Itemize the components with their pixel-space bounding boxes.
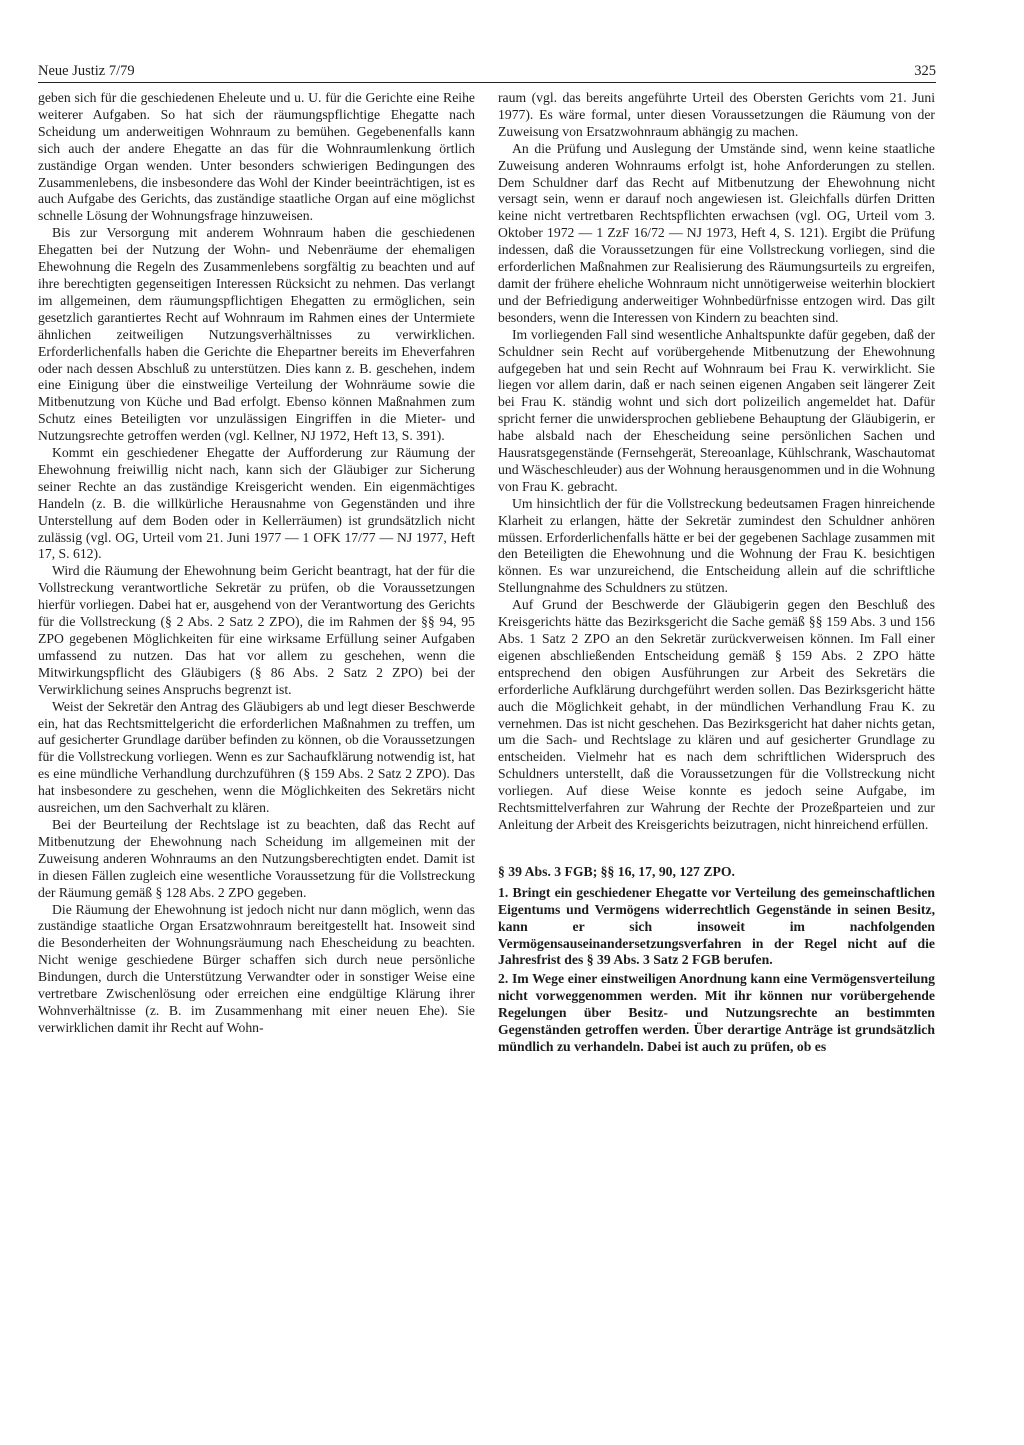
law-citation-heading: § 39 Abs. 3 FGB; §§ 16, 17, 90, 127 ZPO.	[498, 863, 735, 879]
paragraph: Kommt ein geschiedener Ehegatte der Aufforderung zur Räumung der Ehewohnung freiwillig nicht nach, kann sich der Gläubiger zur Sicherung seiner Rechte an das zuständige Kreisgericht wenden. Ein eigenmächtiges Handeln (z. B. die willkürliche Herausnahme von Gegenständen und ihre Unterstellung auf dem Boden oder in Kellerräumen) ist grundsätzlich nicht zulässig (vgl. OG, Urteil vom 21. Juni 1977 — 1 OFK 17/77 — NJ 1977, Heft 17, S. 612).	[38, 445, 475, 562]
leitsatz-2: 2. Im Wege einer einstweiligen Anordnung kann eine Vermögensverteilung nicht vorweggenommen werden. Mit ihr können nur vorübergehende Regelungen über Besitz- und Nutzungsrechte an bestimmten Gegenständen getroffen werden. Über derartige Anträge ist grundsätzlich mündlich zu verhandeln. Dabei ist auch zu prüfen, ob es	[498, 971, 935, 1054]
paragraph: An die Prüfung und Auslegung der Umstände sind, wenn keine staatliche Zuweisung anderen Wohnraums erfolgt ist, hohe Anforderungen zu stellen. Dem Schuldner darf das Recht auf Mitbenutzung der Ehewohnung nicht versagt sein, wenn er darauf noch angewiesen ist. Gleichfalls dürfen Dritten keine nicht vertretbaren Rechtspflichten erwachsen (vgl. OG, Urteil vom 3. Oktober 1972 — 1 ZzF 16/72 — NJ 1973, Heft 4, S. 121). Ergibt die Prüfung indessen, daß die Voraussetzungen für eine Vollstreckung vorliegen, sind die erforderlichen Maßnahmen zur Realisierung des Räumungsurteils zu ergreifen, damit der frühere eheliche Wohnraum nicht unnötigerweise weiterhin blockiert und der Befriedigung anderweitiger Wohnbedürfnisse entzogen wird. Das gilt besonders, wenn die Interessen von Kindern zu beachten sind.	[498, 140, 935, 325]
page-header	[38, 60, 936, 82]
header-rule	[38, 82, 936, 83]
paragraph: Um hinsichtlich der für die Vollstreckung bedeutsamen Fragen hinreichende Klarheit zu erlangen, hätte der Sekretär zumindest den Schuldner anhören müssen. Erforderlichenfalls hätte er bei der gegebenen Sachlage zusammen mit den Beteiligten die Ehewohnung und die Wohnung der Frau K. besichtigen können. Es war unzureichend, die Entscheidung allein auf die schriftliche Stellungnahme des Schuldners zu stützen.	[498, 495, 935, 596]
paragraph: Die Räumung der Ehewohnung ist jedoch nicht nur dann möglich, wenn das zuständige staatliche Organ Ersatzwohnraum bereitgestellt hat. Insoweit sind die Besonderheiten der Wohnungsräumung nach Ehescheidung zu beachten. Nicht wenige geschiedene Bürger schaffen sich durch neue persönliche Bindungen, durch die Unterstützung Verwandter oder in sonstiger Weise eine vertretbare Zwischenlösung oder erreichen eine endgültige Klärung ihrer Wohnverhältnisse (z. B. im Zusammenhang mit einer neuen Ehe). Sie verwirklichen damit ihr Recht auf Wohn-	[38, 901, 475, 1035]
paragraph: geben sich für die geschiedenen Eheleute und u. U. für die Gerichte eine Reihe weiterer Aufgaben. So hat sich der räumungspflichtige Ehegatte nach Scheidung um anderweitigen Wohnraum zu bemühen. Gegebenenfalls kann sich auch der andere Ehegatte an das für die Wohnraumlenkung örtlich zuständige Organ wenden. Unter besonders schwierigen Bedingungen des Zusammenlebens, die insbesondere das Wohl der Kinder beeinträchtigen, ist es auch Aufgabe des Gerichts, das zuständige staatliche Organ auf eine möglichst schnelle Lösung der Wohnungsfrage hinzuweisen.	[38, 90, 475, 224]
right-column	[498, 90, 935, 1056]
leitsatz-1: 1. Bringt ein geschiedener Ehegatte vor Verteilung des gemeinschaftlichen Eigentums und Vermögens widerrechtlich Gegenstände in seinen Besitz, kann er sich insoweit im nachfolgenden Vermögensauseinandersetzungsverfahren in der Regel nicht auf die Jahresfrist des § 39 Abs. 3 Satz 2 FGB berufen.	[498, 884, 935, 968]
paragraph: Im vorliegenden Fall sind wesentliche Anhaltspunkte dafür gegeben, daß der Schuldner sein Recht auf vorübergehende Mitbenutzung der Ehewohnung aufgegeben hat und sein Recht auf Wohnraum bei Frau K. verwirklicht. Sie liegen vor allem darin, daß er nach seinen eigenen Angaben seit längerer Zeit bei Frau K. ständig wohnt und sich dort polizeilich angemeldet hat. Dafür spricht ferner die unwidersprochen gebliebene Behauptung der Gläubigerin, er habe alsbald nach der Ehescheidung seine persönlichen Sachen und Hausratsgegenstände (Fernsehgerät, Stereoanlage, Kühlschrank, Waschautomat und Wäscheschleuder) aus der Wohnung herausgenommen und in die Wohnung von Frau K. gebracht.	[498, 326, 935, 494]
left-column	[38, 90, 475, 1037]
paragraph: Bis zur Versorgung mit anderem Wohnraum haben die geschiedenen Ehegatten bei der Nutzung der Wohn- und Nebenräume der ehemaligen Ehewohnung die Regeln des Zusammenlebens sorgfältig zu beachten und auf ihre berechtigten gegenseitigen Interessen Rücksicht zu nehmen. Das verlangt im allgemeinen, dem räumungspflichtigen Ehegatten zu ermöglichen, sein gesetzlich garantiertes Recht auf Wohnraum im Rahmen eines der Untermiete ähnlichen zeitweiligen Nutzungsverhältnisses zu verwirklichen. Erforderlichenfalls haben die Gerichte die Ehepartner bereits im Eheverfahren oder nach dessen Abschluß zu unterstützen. Dies kann z. B. geschehen, indem eine Einigung über die einstweilige Verteilung der Wohnräume sowie die Mitbenutzung von Küche und Bad erfolgt. Ebenso können Maßnahmen zum Schutz eines Beteiligten vor unzulässigen Eingriffen in die Mieter- und Nutzungsrechte getroffen werden (vgl. Kellner, NJ 1972, Heft 13, S. 391).	[38, 225, 475, 444]
page-number: 325	[914, 63, 936, 79]
paragraph: Auf Grund der Beschwerde der Gläubigerin gegen den Beschluß des Kreisgerichts hätte das Bezirksgericht die Sache gemäß §§ 159 Abs. 3 und 156 Abs. 1 Satz 2 ZPO an den Sekretär zurückverweisen können. Im Fall einer eigenen abschließenden Entscheidung gemäß § 159 Abs. 2 ZPO hätte entsprechend den obigen Ausführungen zur Arbeit des Sekretärs die erforderliche Aufklärung durchgeführt werden sollen. Das Bezirksgericht hätte auch die Möglichkeit gehabt, in der mündlichen Verhandlung Frau K. zu vernehmen. Das ist nicht geschehen. Das Bezirksgericht hat daher nichts getan, um die Sach- und Rechtslage zu klären und auf gesicherter Grundlage zu entscheiden. Vielmehr hat es nach dem schriftlichen Widerspruch des Schuldners unterstellt, daß die Voraussetzungen für die Vollstreckung nicht vorliegen. Auf diese Weise konnte es jedoch seine Aufgabe, im Rechtsmittelverfahren zur Wahrung der Rechte der Prozeßparteien und zur Anleitung der Arbeit des Kreisgerichts beizutragen, nicht hinreichend erfüllen.	[498, 597, 935, 832]
paragraph: Weist der Sekretär den Antrag des Gläubigers ab und legt dieser Beschwerde ein, hat das Rechtsmittelgericht die erforderlichen Maßnahmen zu treffen, um auf gesicherter Grundlage darüber befinden zu können, ob die Voraussetzungen für die Vollstreckung vorliegen. Wenn es zur Sachaufklärung notwendig ist, hat es eine mündliche Verhandlung durchzuführen (§ 159 Abs. 2 Satz 2 ZPO). Das hat insbesondere zu geschehen, wenn die Möglichkeiten des Sekretärs nicht ausreichen, um den Sachverhalt zu klären.	[38, 698, 475, 816]
paragraph: Wird die Räumung der Ehewohnung beim Gericht beantragt, hat der für die Vollstreckung verantwortliche Sekretär zu prüfen, ob die Voraussetzungen hierfür vorliegen. Dabei hat er, ausgehend von der Verantwortung des Gerichts für die Vollstreckung (§ 2 Abs. 2 Satz 2 ZPO), die im Rahmen der §§ 94, 95 ZPO gegebenen Möglichkeiten für eine wirksame Erfüllung seiner Aufgaben umfassend zu nutzen. Das hat vor allem zu geschehen, wenn die Mitwirkungspflicht des Gläubigers (§ 86 Abs. 2 Satz 2 ZPO) bei der Verwirklichung seines Anspruchs begrenzt ist.	[38, 563, 475, 697]
running-head: Neue Justiz 7/79	[38, 63, 135, 79]
paragraph: Bei der Beurteilung der Rechtslage ist zu beachten, daß das Recht auf Mitbenutzung der Ehewohnung nach Scheidung im allgemeinen mit der Zuweisung anderen Wohnraums an den Nutzungsberechtigten endet. Damit ist in diesen Fällen zugleich eine wesentliche Voraussetzung für die Vollstreckung der Räumung gemäß § 128 Abs. 2 ZPO gegeben.	[38, 816, 475, 900]
paragraph: raum (vgl. das bereits angeführte Urteil des Obersten Gerichts vom 21. Juni 1977). Es wäre formal, unter diesen Voraussetzungen die Räumung von der Zuweisung von Ersatzwohnraum abhängig zu machen.	[498, 90, 935, 139]
